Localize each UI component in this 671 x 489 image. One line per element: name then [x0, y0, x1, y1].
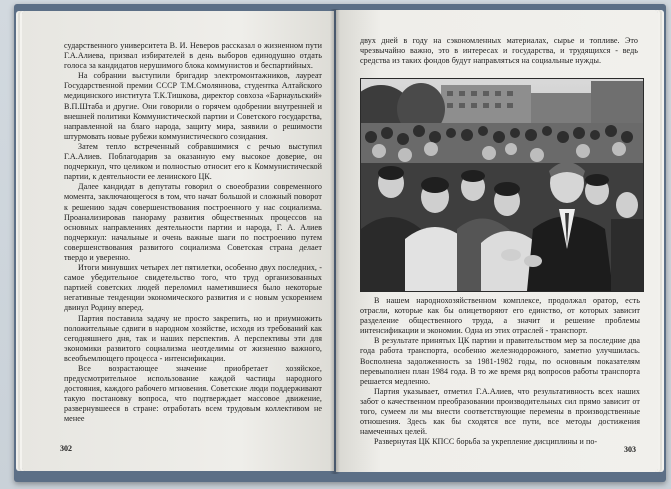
paragraph: Партия указывает, отметил Г.А.Алиев, что результативность всех наших забот о качественном преобразовании производительных сил прямо зависит от того, сумеем ли мы внести соответствующие перемены в производственные отношения. Здесь как бы сходятся все пути, все методы достижения намеченных целей.: [360, 386, 640, 437]
paragraph: Все возрастающее значение приобретает хозяйское, предусмотрительное использование каждой частицы народного достояния, каждого рабочего мгновения. Советские люди поддерживают такую постановку вопроса, что подтверждает массовое движение, развернувшееся в стране: отработать всем трудовым коллективом не менее: [64, 364, 322, 424]
left-page: [22, 11, 334, 471]
right-page: [336, 10, 658, 472]
page-number-right: 303: [624, 445, 636, 454]
paragraph: двух дней в году на сэкономленных материалах, сырье и топливе. Это чрезвычайно важно, это в интересах и государства, и трудящихся - ведь средства из таких фондов будут направляться на социальные нужды.: [360, 36, 638, 66]
page-number-left: 302: [60, 444, 72, 453]
paragraph: Развернутая ЦК КПСС борьба за укрепление дисциплины и по-: [374, 437, 598, 447]
paragraph: Партия поставила задачу не просто закрепить, но и приумножить положительные сдвиги в народном хозяйстве, исходя из требований как сегодняшнего дня, так и наших перспектив. А перспективы эти для экономики развитого социализма неотделимы от жизненно важного, всеобъемлющего процесса - интенсификации.: [64, 313, 322, 363]
crowd-photograph: [360, 78, 644, 292]
left-page-text: [64, 41, 322, 425]
paragraph: Итоги минувших четырех лет пятилетки, особенно двух последних, - самое убедительное свидетельство того, что труд организованных партией советских людей переломил наметившиеся было некоторые негативные тенденции экономического развития и с новым ускорением двинул Родину вперед.: [64, 263, 322, 313]
right-page-top-text: [360, 36, 638, 66]
paragraph: На собрании выступили бригадир электромонтажников, лауреат Государственной премии СССР Т.М.Смоляннова, студентка Алтайского медицинского института Т.К.Тишкова, директор совхоза «Барнаульский» В.П.Штаба и другие. Они говорили о горячем одобрении внутренней и внешней политики Коммунистической партии и Советского государства, направленной на благо народа, защиту мира, заявили о решимости штурмовать новые рубежи коммунистического созидания.: [64, 71, 322, 141]
paragraph: В результате принятых ЦК партии и правительством мер за последние два года работа транспорта, особенно железнодорожного, заметно улучшилась. Восполнена задолженность за 1981-1982 годы, по основным показателям перевыполнен план 1984 года. В то же время ряд вопросов работы транспорта решается медленно.: [360, 336, 640, 386]
paragraph: сударственного университета В. И. Неверов рассказал о жизненном пути Г.А.Алиева, призвал избирателей в день выборов единодушно отдать голоса за кандидатов нерушимого блока коммунистов и беспартийных.: [64, 41, 322, 71]
paragraph: В нашем народнохозяйственном комплексе, продолжал оратор, есть отрасли, которые как бы олицетворяют его единство, от которых зависит разделение общественного труда, а значит и решение проблемы интенсификации и экономии. Одна из этих отраслей - транспорт.: [360, 296, 640, 336]
paragraph: Далее кандидат в депутаты говорил о своеобразии современного момента, заключающегося в том, что начат большой и сложный поворот к решению задач совершенствования построенного у нас социализма. Проанализировав панораму развития общественных процессов на основных направлениях деятельности партии и народа, Г. А. Алиев подчеркнул: начальные и очень важные шаги по построению путем совершенствования развитого социализма Советская страна делает твердо и уверенно.: [64, 182, 322, 262]
right-page-bottom-text: [360, 296, 640, 447]
paragraph: Затем тепло встреченный собравшимися с речью выступил Г.А.Алиев. Поблагодарив за оказанную ему высокое доверие, он подчеркнул, что целиком и полностью относит его к Коммунистической партии, к деятельности ее ленинского ЦК.: [64, 141, 322, 182]
book-gutter: [330, 9, 340, 474]
